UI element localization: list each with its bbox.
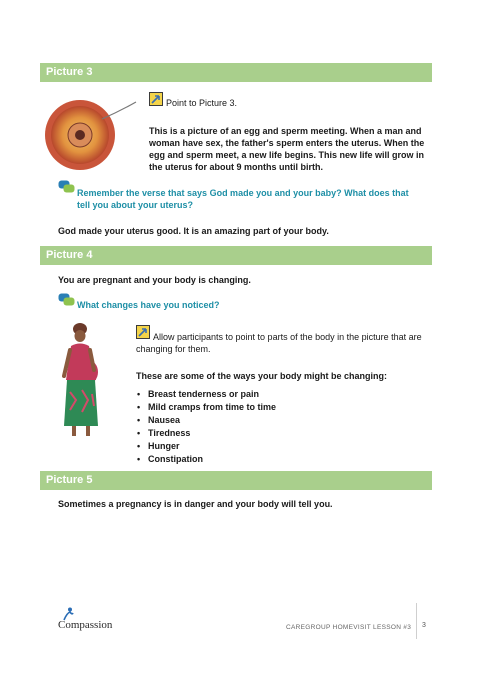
page-number: 3: [422, 622, 426, 629]
speech-bubbles-icon: [58, 293, 75, 307]
list-item: • Nausea: [136, 414, 276, 427]
footer-divider: [416, 603, 417, 639]
instruction-point-body-parts: Allow participants to point to parts of the body in the picture that are changing for them.: [136, 332, 422, 354]
section-header-picture-3: Picture 3: [40, 63, 432, 82]
speech-bubbles-icon: [58, 180, 75, 194]
pregnant-woman-illustration: [56, 320, 106, 440]
pointing-icon: [149, 92, 163, 106]
changes-list-heading: These are some of the ways your body might be changing:: [136, 371, 388, 381]
section-header-picture-5: Picture 5: [40, 471, 432, 490]
lesson-label: CAREGROUP HOMEVISIT LESSON #3: [286, 624, 412, 631]
body-changes-list: [136, 388, 276, 466]
egg-sperm-paragraph: This is a picture of an egg and sperm meeting. When a man and woman have sex, the father's sperm enters the uterus. When the egg and sperm meet, a new life begins. This new life will grow in the uterus for about 9 months until birth.: [149, 126, 425, 172]
list-item: • Hunger: [136, 440, 276, 453]
list-item: • Breast tenderness or pain: [136, 388, 276, 401]
answer-uterus-good: God made your uterus good. It is an amazing part of your body.: [58, 226, 329, 236]
question-uterus-verse: Remember the verse that says God made you and your baby? What does that tell you about your uterus?: [77, 188, 409, 210]
list-item: • Mild cramps from time to time: [136, 401, 276, 414]
instruction-point-picture-3: Point to Picture 3.: [166, 98, 238, 108]
question-changes-noticed: What changes have you noticed?: [77, 300, 220, 310]
compassion-logo: Compassion: [58, 619, 113, 631]
list-item: • Tiredness: [136, 427, 276, 440]
section-header-picture-4: Picture 4: [40, 246, 432, 265]
pregnant-intro: You are pregnant and your body is changing.: [58, 275, 251, 285]
egg-and-sperm-illustration: [40, 97, 150, 177]
list-item: • Constipation: [136, 453, 276, 466]
pregnancy-danger-text: Sometimes a pregnancy is in danger and your body will tell you.: [58, 499, 333, 509]
